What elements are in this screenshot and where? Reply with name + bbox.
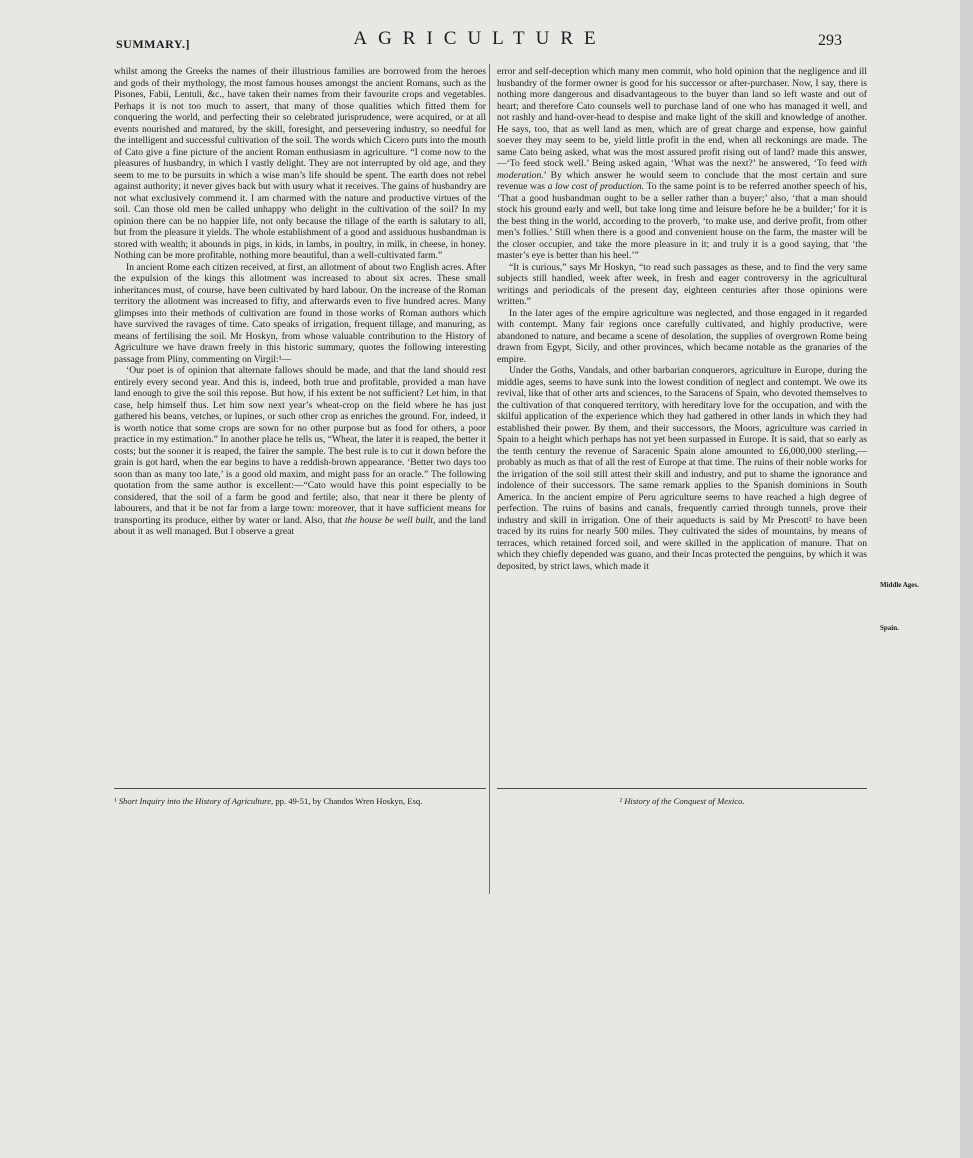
text-run: To the same point is to be referred another speech of his, ‘That a good husbandman ought to be a seller rather than a buyer;’ also, ‘that a man should stock his ground early and well, but take long time and leisure before he be a builder;’ for it is the best thing in the world, according to the proverb, ‘to make use, and derive profit, from other men’s follies.’ Still when there is a good and convenient house on the farm, the master will be the closer occupier, and take the more pleasure in it; and truly it is a good saying, that ‘the master’s eye is better than his heel.’” [497, 181, 867, 261]
paragraph: Under the Goths, Vandals, and other barbarian conquerors, agriculture in Europe, during the middle ages, seems to have sunk into the lowest condition of neglect and contempt. We owe its revival, like that of other arts and sciences, to the Saracens of Spain, who devoted themselves to the cultivation of that conquered territory, with hereditary love for the occupation, and with the skilful application of the experience which they had gathered in other lands in which they had established their power. By them, and their successors, the Moors, agriculture was carried in Spain to a height which perhaps has not yet been surpassed in Europe. It is said, that so early as the tenth century the revenue of Saracenic Spain alone amounted to £6,000,000 sterling,—probably as much as that of all the rest of Europe at that time. The ruins of their noble works for the irrigation of the soil still attest their skill and industry, and put to shame the ignorance and indolence of their successors. The same remark applies to the Spanish dominions in South America. In the ancient empire of Peru agriculture seems to have reached a high degree of perfection. The ruins of basins and canals, frequently carried through tunnels, prove their industry and skill in irrigation. One of their aqueducts is said by Mr Prescott² to have been traced by its ruins for nearly 500 miles. They cultivated the sides of mountains, by means of terraces, which retained forced soil, and were skilled in the application of manure. That on which they chiefly depended was guano, and their Incas protected the penguins, by which it was deposited, by strict laws, which made it [497, 365, 867, 572]
section-label: SUMMARY.] [116, 37, 190, 51]
text-run: ’ By which answer he would seem to conclude that the most certain and sure revenue was [497, 169, 867, 192]
footnote-title: Short Inquiry into the History of Agriculture, [118, 796, 274, 806]
left-column [114, 66, 486, 786]
italic-text: a low cost of production. [547, 181, 645, 192]
text-run: ‘Our poet is of opinion that alternate fallows should be made, and that the land should rest entirely every second year. And this is, indeed, both true and profitable, provided a man have land enough to give the soil this repose. But how, if his extent be not sufficient? Let him, in that case, help himself thus. Let him sow next year’s wheat-crop on the field where he has just gathered his beans, vetches, or lupines, or such other crop as enriches the ground. For, indeed, it is worth notice that some crops are sown for no other purpose but as food for others, a poor practice in my estimation.” In another place he tells us, “Wheat, the later it is reaped, the better it costs; but the sooner it is reaped, the fairer the sample. The best rule is to cut it down before the grain is got hard, when the ear begins to have a reddish-brown appearance. ‘Better two days too soon than as many too late,’ is a good old maxim, and might pass for an oracle.” The following quotation from the same author is excellent:—“Cato would have this point especially to be considered, that the soil of a farm be good and fertile; also, that near it there be plenty of labourers, and that it be not far from a large town: moreover, that it have sufficient means for transporting its produce, either by water or land. Also, that [114, 365, 486, 526]
scan-edge [960, 0, 973, 1158]
paragraph: “It is curious,” says Mr Hoskyn, “to read such passages as these, and to find the very same subjects still handled, week after week, in fresh and eager controversy in the agricultural writings and periodicals of the present day, eighteen centuries after those opinions were written.” [497, 261, 867, 307]
footnote-mark: ¹ [114, 796, 117, 806]
footnote-rule [114, 788, 486, 789]
footnote-mark: ² [619, 796, 623, 806]
italic-text: with moderation. [497, 158, 867, 181]
paragraph [114, 365, 486, 538]
margin-note-spain: Spain. [880, 624, 899, 632]
footnote-text: pp. 49-51, by Chandos Wren Hoskyn, Esq. [273, 796, 423, 806]
italic-text: the house be well built, [345, 514, 436, 526]
footnote-right [497, 796, 867, 807]
footnote-left [114, 796, 486, 807]
paragraph: whilst among the Greeks the names of their illustrious families are borrowed from the heroes and gods of their mythology, the most famous houses amongst the ancient Romans, such as the Pisones, Fabii, Lentuli, &c., have taken their names from their favourite crops and vegetables. Perhaps it is not too much to assert, that many of those qualities which fitted them for conquering the world, and perfecting their so celebrated jurisprudence, were acquired, or at all events nourished and matured, by the skill, foresight, and persevering industry, so needful for the intelligent and successful cultivation of the soil. The words which Cicero puts into the mouth of Cato give a fine picture of the ancient Roman enthusiasm in agriculture. “I come now to the pleasures of husbandry, in which I vastly delight. They are not interrupted by old age, and they seem to me to be pursuits in which a wise man’s life should be spent. The earth does not rebel against authority; it never gives back but with usury what it receives. The gains of husbandry are not what exclusively commend it. I am charmed with the nature and productive virtues of the soil. Can those old men be called unhappy who delight in the cultivation of the soil? In my opinion there can be no happier life, not only because the tillage of the earth is salutary to all, but from the pleasure it yields. The whole establishment of a good and assiduous husbandman is stored with wealth; it abounds in pigs, in kids, in lambs, in poultry, in milk, in cheese, in honey. Nothing can be more profitable, nothing more beautiful, than a well-cultivated farm.” [114, 66, 486, 261]
running-header [0, 28, 960, 58]
text-run: error and self-deception which many men commit, who hold opinion that the negligence and ill husbandry of the former owner is good for his successor or after-purchaser. Now, I say, there is nothing more dangerous and disadvantageous to the buyer than land so left waste and out of heart; and therefore Cato counsels well to purchase land of one who has managed it well, and not rashly and hand-over-head to despise and make light of the skill and knowledge of another. He says, too, that as well land as men, which are of great charge and expense, how gainful soever they may seem to be, yield little profit in the end, when all reckonings are made. The same Cato being asked, what was the most assured profit rising out of land? made this answer,—‘To feed stock well.’ Being asked again, ‘What was the next?’ he answered, ‘To feed [497, 66, 867, 169]
column-divider [489, 64, 490, 894]
paragraph: In the later ages of the empire agriculture was neglected, and those engaged in it regarded with contempt. Many fair regions once carefully cultivated, and highly productive, were abandoned to nature, and became a scene of desolation, the supplies of overgrown Rome being drawn from Egypt, Sicily, and other provinces, which became notable as the granaries of the empire. [497, 307, 867, 365]
footnote-rule [497, 788, 867, 789]
paragraph [497, 66, 867, 262]
right-column [497, 66, 867, 786]
footnote-title: History of the Conquest of Mexico. [624, 796, 745, 806]
paragraph: In ancient Rome each citizen received, at first, an allotment of about two English acres. After the expulsion of the kings this allotment was increased to about six acres. These small inheritances must, of course, have been cultivated by hard labour. On the increase of the Roman territory the allotment was increased to fifty, and afterwards even to five hundred acres. Many glimpses into their methods of cultivation are found in those works of Roman authors which have survived the ravages of time. Cato speaks of irrigation, frequent tillage, and manuring, as means of fertilising the soil. Mr Hoskyn, from whose valuable contribution to the History of Agriculture we have drawn freely in this historic summary, quotes the following interesting passage from Pliny, commenting on Virgil:¹— [114, 261, 486, 365]
margin-note-middle-ages: Middle Ages. [880, 581, 919, 589]
page-number: 293 [818, 32, 842, 49]
text-run: and the land about it as well managed. But I observe a great [114, 514, 486, 537]
running-title: AGRICULTURE [353, 28, 607, 49]
